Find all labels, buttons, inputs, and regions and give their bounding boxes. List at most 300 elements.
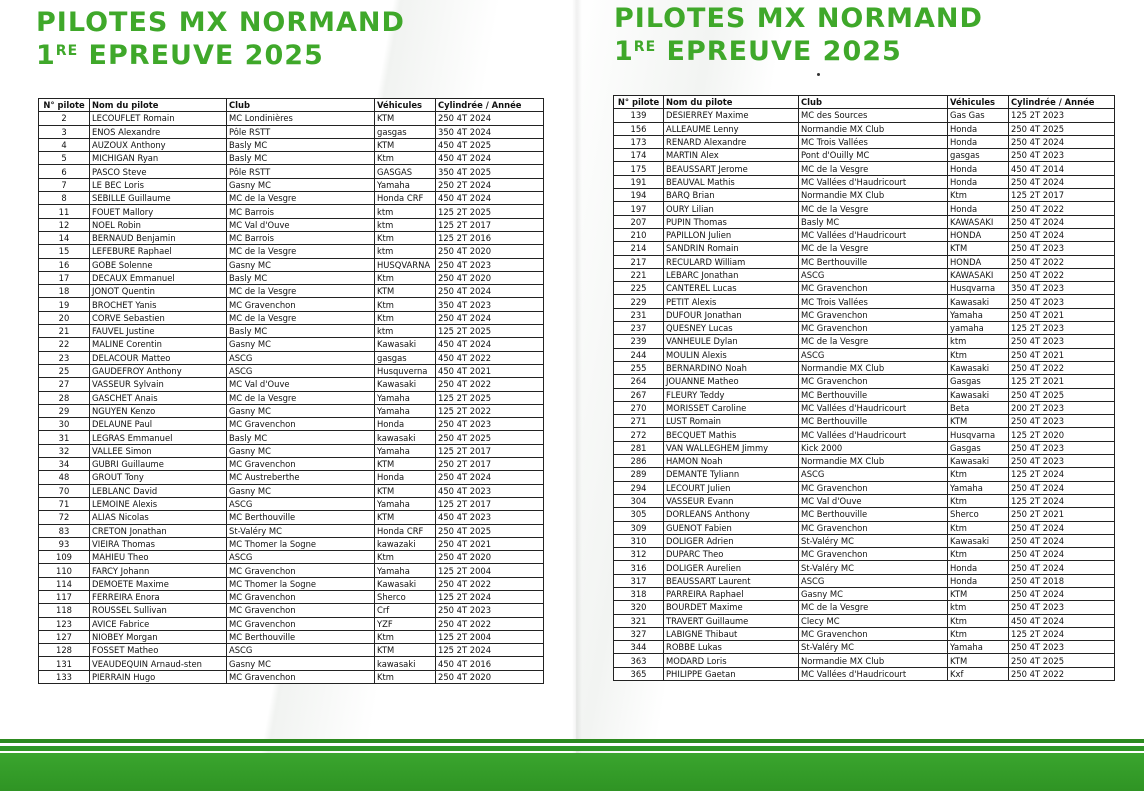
cell-vehicle: Ktm	[948, 627, 1009, 640]
cell-number: 221	[614, 268, 664, 281]
cell-vehicle: KTM	[375, 138, 436, 151]
cell-rider-name: LEMOINE Alexis	[90, 497, 227, 510]
cell-club: Basly MC	[227, 138, 375, 151]
cell-club: ASCG	[799, 468, 948, 481]
cell-number: 309	[614, 521, 664, 534]
cell-rider-name: GROUT Tony	[90, 471, 227, 484]
cell-vehicle: KTM	[375, 484, 436, 497]
table-row	[614, 401, 1115, 414]
table-row	[614, 654, 1115, 667]
cell-rider-name: QUESNEY Lucas	[664, 322, 799, 335]
cell-rider-name: JOUANNE Matheo	[664, 375, 799, 388]
cell-vehicle: Honda CRF	[375, 192, 436, 205]
cell-club: MC Gravenchon	[227, 604, 375, 617]
cell-rider-name: GUBRI Guillaume	[90, 458, 227, 471]
cell-number: 267	[614, 388, 664, 401]
cell-vehicle: Honda	[948, 162, 1009, 175]
footer-stripe	[576, 746, 1144, 751]
cell-rider-name: VANHEULE Dylan	[664, 335, 799, 348]
cell-club: MC de la Vesgre	[227, 311, 375, 324]
cell-club: MC Gravenchon	[227, 458, 375, 471]
cell-number: 264	[614, 375, 664, 388]
table-row	[614, 348, 1115, 361]
table-row	[614, 534, 1115, 547]
cell-number: 217	[614, 255, 664, 268]
cell-vehicle: HONDA	[948, 255, 1009, 268]
cell-club: MC Gravenchon	[799, 521, 948, 534]
cell-number: 16	[39, 258, 90, 271]
table-body	[614, 109, 1115, 681]
cell-number: 316	[614, 561, 664, 574]
cell-rider-name: PARREIRA Raphael	[664, 587, 799, 600]
cell-displacement-year: 250 4T 2023	[436, 258, 544, 271]
table-row	[614, 322, 1115, 335]
cell-number: 25	[39, 364, 90, 377]
cell-displacement-year: 250 2T 2021	[1009, 508, 1115, 521]
table-row	[39, 391, 544, 404]
cell-displacement-year: 450 4T 2023	[436, 484, 544, 497]
cell-vehicle: Husqvarna	[948, 428, 1009, 441]
cell-vehicle: Yamaha	[375, 178, 436, 191]
cell-number: 128	[39, 644, 90, 657]
title-ordinal-suffix: RE	[55, 43, 79, 59]
cell-displacement-year: 250 4T 2021	[436, 537, 544, 550]
cell-vehicle: kawasaki	[375, 657, 436, 670]
table-row	[39, 418, 544, 431]
cell-number: 305	[614, 508, 664, 521]
table-row	[614, 228, 1115, 241]
cell-vehicle: yamaha	[948, 322, 1009, 335]
cell-vehicle: Ktm	[948, 348, 1009, 361]
table-row	[39, 338, 544, 351]
cell-number: 139	[614, 109, 664, 122]
right-page	[576, 0, 1144, 791]
cell-club: MC Val d'Ouve	[227, 218, 375, 231]
cell-rider-name: GAUDEFROY Anthony	[90, 364, 227, 377]
cell-rider-name: MALINE Corentin	[90, 338, 227, 351]
cell-number: 19	[39, 298, 90, 311]
cell-club: Normandie MX Club	[799, 654, 948, 667]
cell-rider-name: LE BEC Loris	[90, 178, 227, 191]
cell-rider-name: LEGRAS Emmanuel	[90, 431, 227, 444]
cell-rider-name: BERNAUD Benjamin	[90, 231, 227, 244]
footer-stripe-main	[576, 753, 1144, 791]
cell-rider-name: MOULIN Alexis	[664, 348, 799, 361]
table-body	[39, 112, 544, 684]
table-row	[39, 112, 544, 125]
cell-number: 286	[614, 455, 664, 468]
cell-vehicle: Kawasaki	[948, 534, 1009, 547]
cell-number: 327	[614, 627, 664, 640]
cell-rider-name: FAUVEL Justine	[90, 325, 227, 338]
cell-vehicle: Beta	[948, 401, 1009, 414]
table-row	[614, 508, 1115, 521]
cell-vehicle: Honda CRF	[375, 524, 436, 537]
cell-displacement-year: 125 2T 2025	[436, 205, 544, 218]
cell-displacement-year: 125 2T 2004	[436, 564, 544, 577]
cell-number: 15	[39, 245, 90, 258]
cell-club: ASCG	[799, 574, 948, 587]
cell-number: 197	[614, 202, 664, 215]
cell-number: 71	[39, 497, 90, 510]
cell-club: Gasny MC	[227, 338, 375, 351]
cell-club: MC Trois Vallées	[799, 135, 948, 148]
table-row	[614, 415, 1115, 428]
cell-rider-name: AUZOUX Anthony	[90, 138, 227, 151]
cell-club: Gasny MC	[227, 404, 375, 417]
cell-club: MC Barrois	[227, 231, 375, 244]
table-header	[614, 96, 1115, 109]
cell-rider-name: BECQUET Mathis	[664, 428, 799, 441]
cell-number: 239	[614, 335, 664, 348]
cell-number: 133	[39, 670, 90, 683]
table-row	[39, 351, 544, 364]
cell-club: Basly MC	[227, 152, 375, 165]
cell-displacement-year: 250 4T 2025	[1009, 122, 1115, 135]
cell-number: 312	[614, 548, 664, 561]
cell-vehicle: Ktm	[375, 630, 436, 643]
cell-club: MC des Sources	[799, 109, 948, 122]
table-row	[39, 325, 544, 338]
cell-displacement-year: 250 4T 2023	[436, 604, 544, 617]
right-footer-band	[576, 739, 1144, 791]
cell-displacement-year: 350 4T 2025	[436, 165, 544, 178]
cell-club: MC Thomer la Sogne	[227, 577, 375, 590]
cell-vehicle: Honda	[948, 574, 1009, 587]
title-line-1: PILOTES MX NORMAND	[36, 7, 405, 38]
cell-rider-name: MARTIN Alex	[664, 149, 799, 162]
cell-number: 320	[614, 601, 664, 614]
cell-vehicle: Ktm	[948, 614, 1009, 627]
title-line-2	[614, 38, 983, 65]
cell-number: 194	[614, 189, 664, 202]
cell-rider-name: DECAUX Emmanuel	[90, 271, 227, 284]
cell-number: 131	[39, 657, 90, 670]
cell-club: MC Gravenchon	[799, 548, 948, 561]
cell-displacement-year: 250 4T 2023	[1009, 242, 1115, 255]
cell-vehicle: ktm	[375, 245, 436, 258]
table-row	[39, 497, 544, 510]
cell-number: 123	[39, 617, 90, 630]
cell-rider-name: VALLEE Simon	[90, 444, 227, 457]
cell-rider-name: PIERRAIN Hugo	[90, 670, 227, 683]
cell-displacement-year: 250 4T 2023	[1009, 601, 1115, 614]
cell-displacement-year: 250 4T 2020	[436, 551, 544, 564]
cell-number: 70	[39, 484, 90, 497]
cell-rider-name: AVICE Fabrice	[90, 617, 227, 630]
cell-displacement-year: 250 4T 2022	[1009, 268, 1115, 281]
cell-vehicle: Crf	[375, 604, 436, 617]
cell-rider-name: ALIAS Nicolas	[90, 511, 227, 524]
table-row	[39, 165, 544, 178]
cell-vehicle: Kxf	[948, 667, 1009, 680]
cell-displacement-year: 125 2T 2025	[436, 325, 544, 338]
header-rider-name: Nom du pilote	[90, 99, 227, 112]
table-row	[614, 242, 1115, 255]
table-row	[39, 431, 544, 444]
cell-club: Gasny MC	[227, 657, 375, 670]
cell-displacement-year: 450 4T 2024	[436, 192, 544, 205]
cell-vehicle: gasgas	[375, 125, 436, 138]
cell-club: Pôle RSTT	[227, 165, 375, 178]
cell-displacement-year: 450 4T 2022	[436, 351, 544, 364]
cell-number: 4	[39, 138, 90, 151]
cell-vehicle: KTM	[948, 415, 1009, 428]
cell-number: 110	[39, 564, 90, 577]
cell-club: Gasny MC	[227, 444, 375, 457]
cell-vehicle: Yamaha	[375, 564, 436, 577]
cell-rider-name: GASCHET Anais	[90, 391, 227, 404]
table-row	[39, 604, 544, 617]
cell-club: MC Val d'Ouve	[227, 378, 375, 391]
cell-displacement-year: 125 2T 2017	[1009, 189, 1115, 202]
cell-rider-name: SEBILLE Guillaume	[90, 192, 227, 205]
header-row	[39, 99, 544, 112]
table-row	[39, 458, 544, 471]
table-row	[614, 135, 1115, 148]
table-row	[614, 468, 1115, 481]
cell-rider-name: TRAVERT Guillaume	[664, 614, 799, 627]
cell-club: Basly MC	[799, 215, 948, 228]
cell-displacement-year: 125 2T 2017	[436, 444, 544, 457]
cell-club: MC Vallées d'Haudricourt	[799, 175, 948, 188]
cell-vehicle: gasgas	[948, 149, 1009, 162]
cell-number: 27	[39, 378, 90, 391]
table-row	[614, 268, 1115, 281]
cell-rider-name: LEFEBURE Raphael	[90, 245, 227, 258]
cell-number: 310	[614, 534, 664, 547]
cell-rider-name: DORLEANS Anthony	[664, 508, 799, 521]
cell-club: St-Valéry MC	[227, 524, 375, 537]
cell-number: 2	[39, 112, 90, 125]
cell-club: Clecy MC	[799, 614, 948, 627]
cell-club: St-Valéry MC	[799, 641, 948, 654]
cell-rider-name: PAPILLON Julien	[664, 228, 799, 241]
cell-number: 156	[614, 122, 664, 135]
cell-club: MC Gravenchon	[227, 617, 375, 630]
cell-rider-name: BEAUSSART Laurent	[664, 574, 799, 587]
cell-displacement-year: 250 4T 2022	[436, 577, 544, 590]
cell-displacement-year: 125 2T 2017	[436, 218, 544, 231]
cell-vehicle: Honda	[375, 418, 436, 431]
cell-displacement-year: 125 2T 2017	[436, 497, 544, 510]
ink-dot	[817, 73, 820, 76]
cell-displacement-year: 250 4T 2023	[1009, 641, 1115, 654]
cell-club: MC Berthouville	[227, 630, 375, 643]
cell-displacement-year: 250 4T 2024	[1009, 135, 1115, 148]
table-row	[614, 481, 1115, 494]
cell-rider-name: RENARD Alexandre	[664, 135, 799, 148]
cell-club: MC Barrois	[227, 205, 375, 218]
cell-displacement-year: 200 2T 2023	[1009, 401, 1115, 414]
cell-number: 281	[614, 441, 664, 454]
cell-vehicle: Ktm	[375, 311, 436, 324]
cell-vehicle: Honda	[948, 122, 1009, 135]
cell-displacement-year: 450 4T 2014	[1009, 162, 1115, 175]
cell-vehicle: Ktm	[375, 551, 436, 564]
cell-club: MC Gravenchon	[799, 308, 948, 321]
cell-displacement-year: 250 4T 2023	[1009, 455, 1115, 468]
cell-club: MC Berthouville	[799, 415, 948, 428]
cell-number: 321	[614, 614, 664, 627]
cell-displacement-year: 450 4T 2024	[1009, 614, 1115, 627]
table-row	[39, 644, 544, 657]
table-row	[614, 494, 1115, 507]
cell-rider-name: MICHIGAN Ryan	[90, 152, 227, 165]
table-row	[39, 630, 544, 643]
table-row	[39, 285, 544, 298]
cell-number: 28	[39, 391, 90, 404]
table-row	[614, 561, 1115, 574]
table-row	[614, 614, 1115, 627]
cell-rider-name: VAN WALLEGHEM Jimmy	[664, 441, 799, 454]
table-row	[39, 125, 544, 138]
table-row	[614, 627, 1115, 640]
cell-displacement-year: 250 4T 2023	[1009, 441, 1115, 454]
cell-rider-name: DESIERREY Maxime	[664, 109, 799, 122]
cell-rider-name: MAHIEU Theo	[90, 551, 227, 564]
cell-rider-name: DUPARC Theo	[664, 548, 799, 561]
cell-club: Pont d'Ouilly MC	[799, 149, 948, 162]
cell-vehicle: KTM	[948, 242, 1009, 255]
table-row	[614, 641, 1115, 654]
cell-number: 225	[614, 282, 664, 295]
cell-vehicle: ktm	[948, 335, 1009, 348]
table-row	[614, 255, 1115, 268]
cell-vehicle: gasgas	[375, 351, 436, 364]
cell-number: 31	[39, 431, 90, 444]
cell-vehicle: kawasaki	[375, 431, 436, 444]
cell-rider-name: DEMOETE Maxime	[90, 577, 227, 590]
cell-number: 8	[39, 192, 90, 205]
cell-vehicle: ktm	[375, 218, 436, 231]
cell-club: Gasny MC	[227, 258, 375, 271]
cell-displacement-year: 450 4T 2023	[436, 511, 544, 524]
cell-displacement-year: 250 4T 2020	[436, 271, 544, 284]
cell-rider-name: BOURDET Maxime	[664, 601, 799, 614]
table-row	[614, 441, 1115, 454]
cell-vehicle: Ktm	[948, 468, 1009, 481]
cell-club: Normandie MX Club	[799, 122, 948, 135]
table-row	[614, 587, 1115, 600]
cell-vehicle: Honda	[948, 135, 1009, 148]
cell-club: ASCG	[799, 348, 948, 361]
cell-club: MC Gravenchon	[227, 590, 375, 603]
table-row	[39, 590, 544, 603]
cell-number: 83	[39, 524, 90, 537]
table-header	[39, 99, 544, 112]
cell-number: 14	[39, 231, 90, 244]
table-row	[614, 282, 1115, 295]
cell-rider-name: LECOURT Julien	[664, 481, 799, 494]
cell-club: Gasny MC	[799, 587, 948, 600]
cell-vehicle: Gasgas	[948, 441, 1009, 454]
table-row	[614, 375, 1115, 388]
cell-club: MC Londinières	[227, 112, 375, 125]
table-row	[39, 218, 544, 231]
cell-displacement-year: 250 4T 2024	[1009, 587, 1115, 600]
cell-vehicle: Ktm	[375, 271, 436, 284]
cell-club: Normandie MX Club	[799, 189, 948, 202]
table-row	[39, 258, 544, 271]
cell-displacement-year: 250 2T 2017	[436, 458, 544, 471]
cell-displacement-year: 450 4T 2021	[436, 364, 544, 377]
cell-club: ASCG	[799, 268, 948, 281]
cell-displacement-year: 125 2T 2024	[1009, 468, 1115, 481]
table-row	[614, 335, 1115, 348]
cell-displacement-year: 250 4T 2022	[1009, 255, 1115, 268]
cell-vehicle: Honda	[948, 561, 1009, 574]
cell-rider-name: PETIT Alexis	[664, 295, 799, 308]
cell-vehicle: KAWASAKI	[948, 215, 1009, 228]
cell-rider-name: VASSEUR Evann	[664, 494, 799, 507]
cell-number: 272	[614, 428, 664, 441]
table-row	[39, 484, 544, 497]
table-row	[39, 551, 544, 564]
right-roster-table	[613, 95, 1115, 681]
cell-rider-name: FOUET Mallory	[90, 205, 227, 218]
cell-number: 229	[614, 295, 664, 308]
cell-displacement-year: 250 4T 2023	[1009, 415, 1115, 428]
footer-stripe-main	[0, 753, 576, 791]
cell-vehicle: Kawasaki	[375, 338, 436, 351]
cell-number: 11	[39, 205, 90, 218]
cell-club: MC de la Vesgre	[799, 335, 948, 348]
cell-club: MC Gravenchon	[227, 670, 375, 683]
cell-club: MC Thomer la Sogne	[227, 537, 375, 550]
cell-number: 244	[614, 348, 664, 361]
cell-number: 175	[614, 162, 664, 175]
header-club: Club	[227, 99, 375, 112]
table-row	[39, 617, 544, 630]
cell-vehicle: Honda	[948, 175, 1009, 188]
cell-club: MC de la Vesgre	[227, 391, 375, 404]
cell-vehicle: Kawasaki	[948, 388, 1009, 401]
cell-club: MC Gravenchon	[227, 418, 375, 431]
cell-rider-name: DEMANTE Tyliann	[664, 468, 799, 481]
cell-club: MC Vallées d'Haudricourt	[799, 228, 948, 241]
title-line-2	[36, 42, 405, 69]
cell-displacement-year: 250 4T 2024	[1009, 228, 1115, 241]
cell-club: Basly MC	[227, 271, 375, 284]
cell-club: Basly MC	[227, 431, 375, 444]
table-row	[614, 149, 1115, 162]
cell-vehicle: KTM	[375, 285, 436, 298]
cell-rider-name: MODARD Loris	[664, 654, 799, 667]
table-row	[614, 215, 1115, 228]
cell-rider-name: ROBBE Lukas	[664, 641, 799, 654]
cell-vehicle: KTM	[948, 654, 1009, 667]
cell-vehicle: Ktm	[948, 548, 1009, 561]
cell-rider-name: PUPIN Thomas	[664, 215, 799, 228]
title-ordinal-suffix: RE	[633, 39, 657, 55]
cell-vehicle: KAWASAKI	[948, 268, 1009, 281]
cell-displacement-year: 125 2T 2024	[1009, 627, 1115, 640]
cell-rider-name: BROCHET Yanis	[90, 298, 227, 311]
table-row	[39, 524, 544, 537]
cell-displacement-year: 250 4T 2024	[436, 311, 544, 324]
cell-displacement-year: 250 4T 2025	[436, 431, 544, 444]
cell-displacement-year: 250 4T 2023	[1009, 295, 1115, 308]
cell-club: Basly MC	[227, 325, 375, 338]
cell-vehicle: Ktm	[948, 189, 1009, 202]
cell-vehicle: Honda	[375, 471, 436, 484]
cell-club: MC Gravenchon	[799, 375, 948, 388]
cell-displacement-year: 250 4T 2018	[1009, 574, 1115, 587]
cell-rider-name: LECOUFLET Romain	[90, 112, 227, 125]
cell-displacement-year: 125 2T 2025	[436, 391, 544, 404]
cell-club: MC Vallées d'Haudricourt	[799, 667, 948, 680]
